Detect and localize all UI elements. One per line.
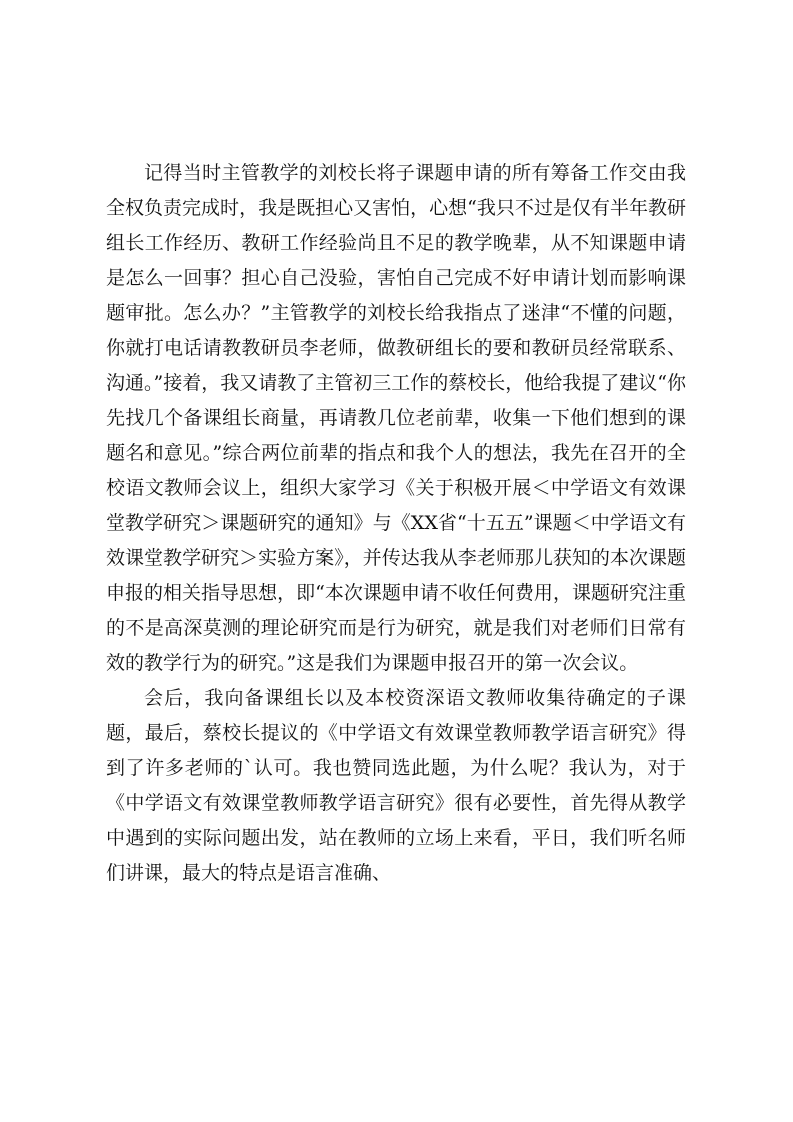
paragraph-1: 记得当时主管教学的刘校长将子课题申请的所有筹备工作交由我全权负责完成时，我是既担心又害怕，心想“我只不过是仅有半年教研组长工作经历、教研工作经验尚且不足的教学晚辈，从不知课题申请是怎么一回事？担心自己没验，害怕自己完成不好申请计划而影响课题审批。怎么办？”主管教学的刘校长给我指点了迷津“不懂的问题，你就打电话请教教研员李老师，做教研组长的要和教研员经常联系、沟通。”接着，我又请教了主管初三工作的蔡校长，他给我提了建议“你先找几个备课组长商量，再请教几位老前辈，收集一下他们想到的课题名和意见。”综合两位前辈的指点和我个人的想法，我先在召开的全校语文教师会议上，组织大家学习《关于积极开展＜中学语文有效课堂教学研究＞课题研究的通知》与《XX省“十五五”课题＜中学语文有效课堂教学研究＞实验方案》，并传达我从李老师那儿获知的本次课题申报的相关指导思想，即“本次课题申请不收任何费用，课题研究注重的不是高深莫测的理论研究而是行为研究，就是我们对老师们日常有效的教学行为的研究。”这是我们为课题申报召开的第一次会议。: [106, 162, 686, 674]
document-body: [106, 156, 686, 891]
paragraph-2: 会后，我向备课组长以及本校资深语文教师收集待确定的子课题，最后，蔡校长提议的《中学语文有效课堂教师教学语言研究》得到了许多老师的`认可。我也赞同选此题，为什么呢？我认为，对于《中学语文有效课堂教师教学语言研究》很有必要性，首先得从教学中遇到的实际问题出发，站在教师的立场上来看，平日，我们听名师们讲课，最大的特点是语言准确、: [106, 687, 686, 884]
